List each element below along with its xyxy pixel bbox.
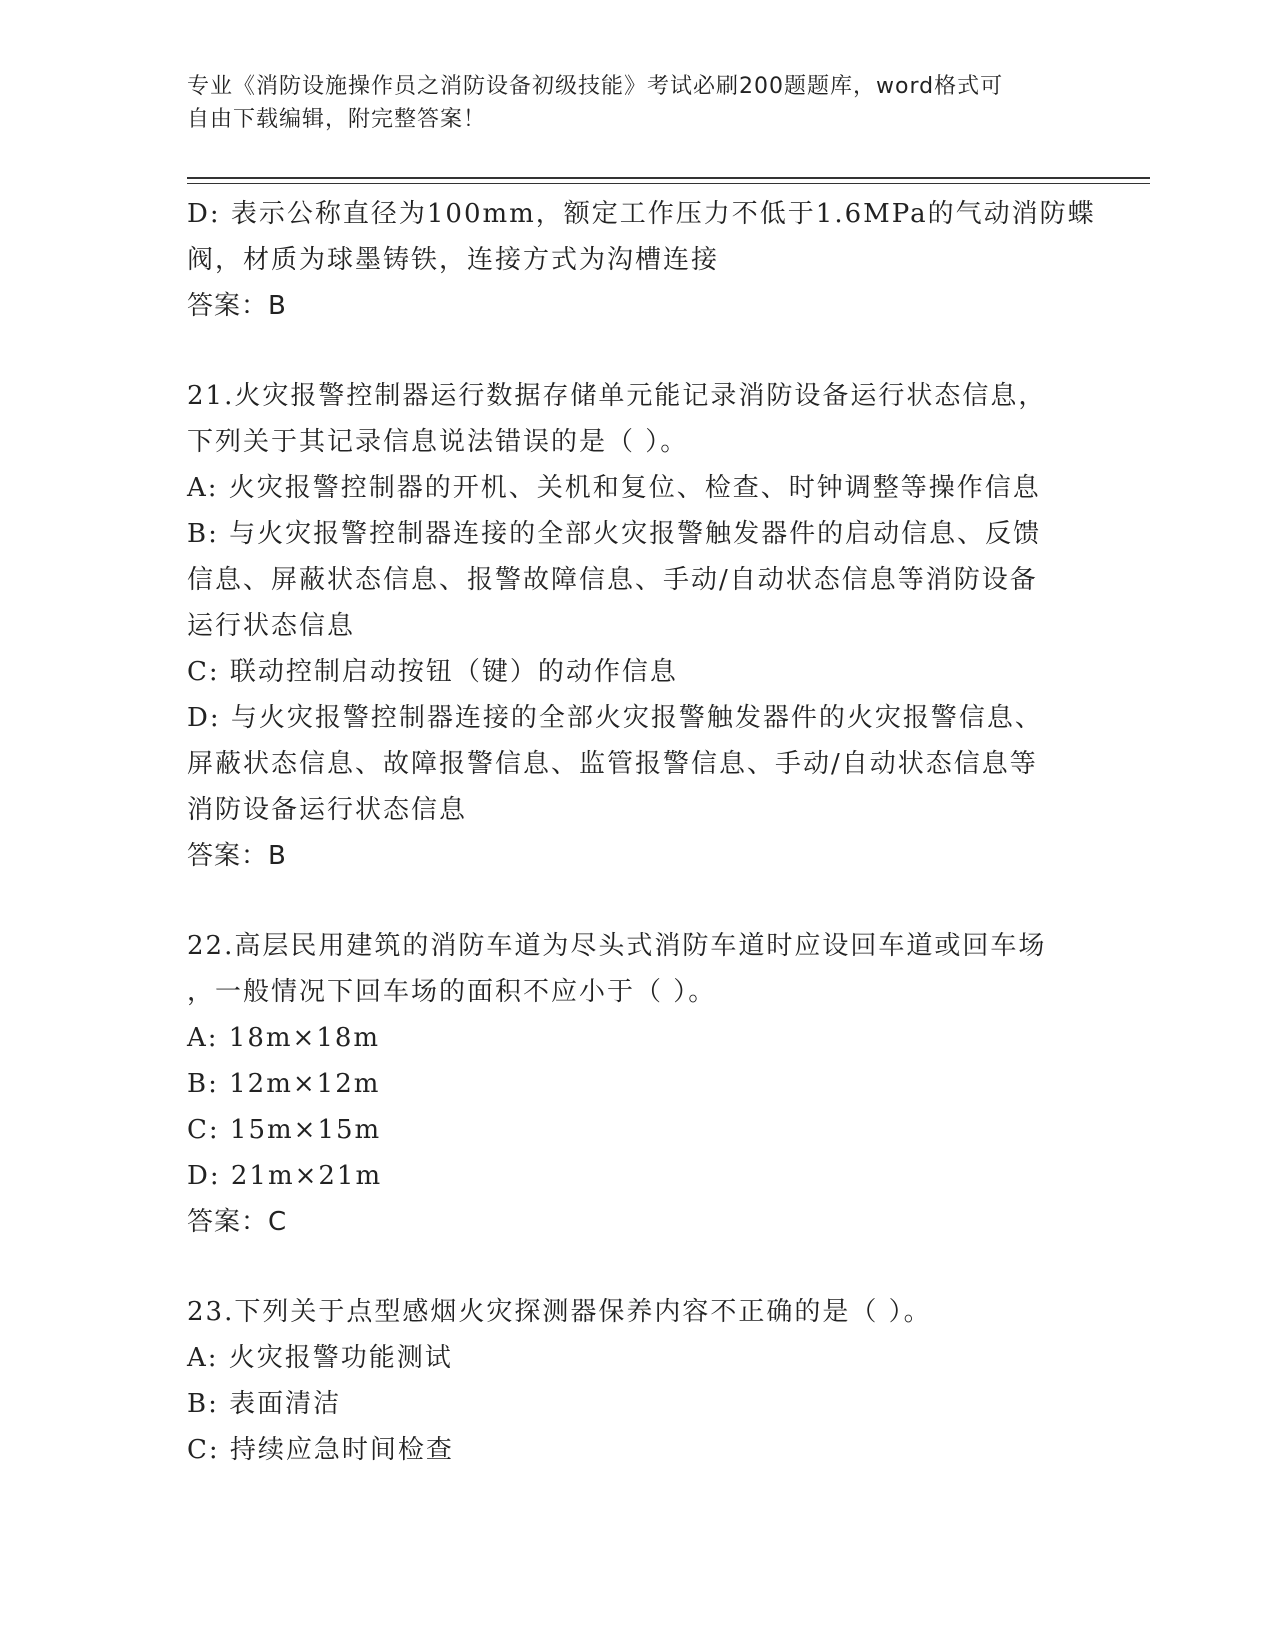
question-stem: 23.下列关于点型感烟火灾探测器保养内容不正确的是（ ）。 — [187, 1297, 932, 1327]
option-d: D: 21m×21m — [187, 1161, 383, 1191]
question-stem: 22.高层民用建筑的消防车道为尽头式消防车道时应设回车道或回车场 — [187, 931, 1047, 961]
spacer — [187, 1245, 1092, 1289]
option-c: C: 联动控制启动按钮（键）的动作信息 — [187, 657, 678, 687]
option-d-cont: 屏蔽状态信息、故障报警信息、监管报警信息、手动/自动状态信息等 — [187, 749, 1038, 779]
answer: 答案：C — [187, 1207, 288, 1237]
header-divider — [187, 177, 1150, 179]
document-header — [187, 70, 1077, 136]
option-b-cont: 运行状态信息 — [187, 611, 356, 641]
header-line-2: 自由下载编辑，附完整答案！ — [187, 107, 487, 132]
answer: 答案：B — [187, 291, 287, 321]
option-d-cont: 消防设备运行状态信息 — [187, 795, 468, 825]
question-20 — [187, 191, 1096, 329]
question-stem-cont: 下列关于其记录信息说法错误的是（ ）。 — [187, 427, 689, 457]
option-a: A: 火灾报警功能测试 — [187, 1343, 453, 1373]
question-list — [187, 191, 1096, 1473]
option-b: B: 12m×12m — [187, 1069, 381, 1099]
option-a: A: 18m×18m — [187, 1023, 381, 1053]
option-c: C: 15m×15m — [187, 1115, 382, 1145]
question-stem: 21.火灾报警控制器运行数据存储单元能记录消防设备运行状态信息， — [187, 381, 1047, 411]
spacer — [187, 879, 1092, 923]
option-d-cont: 阀，材质为球墨铸铁，连接方式为沟槽连接 — [187, 245, 720, 275]
option-b-cont: 信息、屏蔽状态信息、报警故障信息、手动/自动状态信息等消防设备 — [187, 565, 1038, 595]
option-d: D: 表示公称直径为100mm，额定工作压力不低于1.6MPa的气动消防蝶 — [187, 199, 1096, 229]
question-23 — [187, 1289, 1092, 1473]
spacer — [187, 329, 1092, 373]
option-d: D: 与火灾报警控制器连接的全部火灾报警触发器件的火灾报警信息、 — [187, 703, 1043, 733]
answer: 答案：B — [187, 841, 287, 871]
header-divider-thin — [187, 183, 1150, 184]
question-stem-cont: ，一般情况下回车场的面积不应小于（ ）。 — [187, 977, 717, 1007]
option-b: B: 与火灾报警控制器连接的全部火灾报警触发器件的启动信息、反馈 — [187, 519, 1042, 549]
question-22 — [187, 923, 1092, 1245]
option-c: C: 持续应急时间检查 — [187, 1435, 454, 1465]
question-21 — [187, 373, 1092, 879]
header-line-1: 专业《消防设施操作员之消防设备初级技能》考试必刷200题题库，word格式可 — [187, 74, 1004, 99]
option-b: B: 表面清洁 — [187, 1389, 342, 1419]
option-a: A: 火灾报警控制器的开机、关机和复位、检查、时钟调整等操作信息 — [187, 473, 1041, 503]
